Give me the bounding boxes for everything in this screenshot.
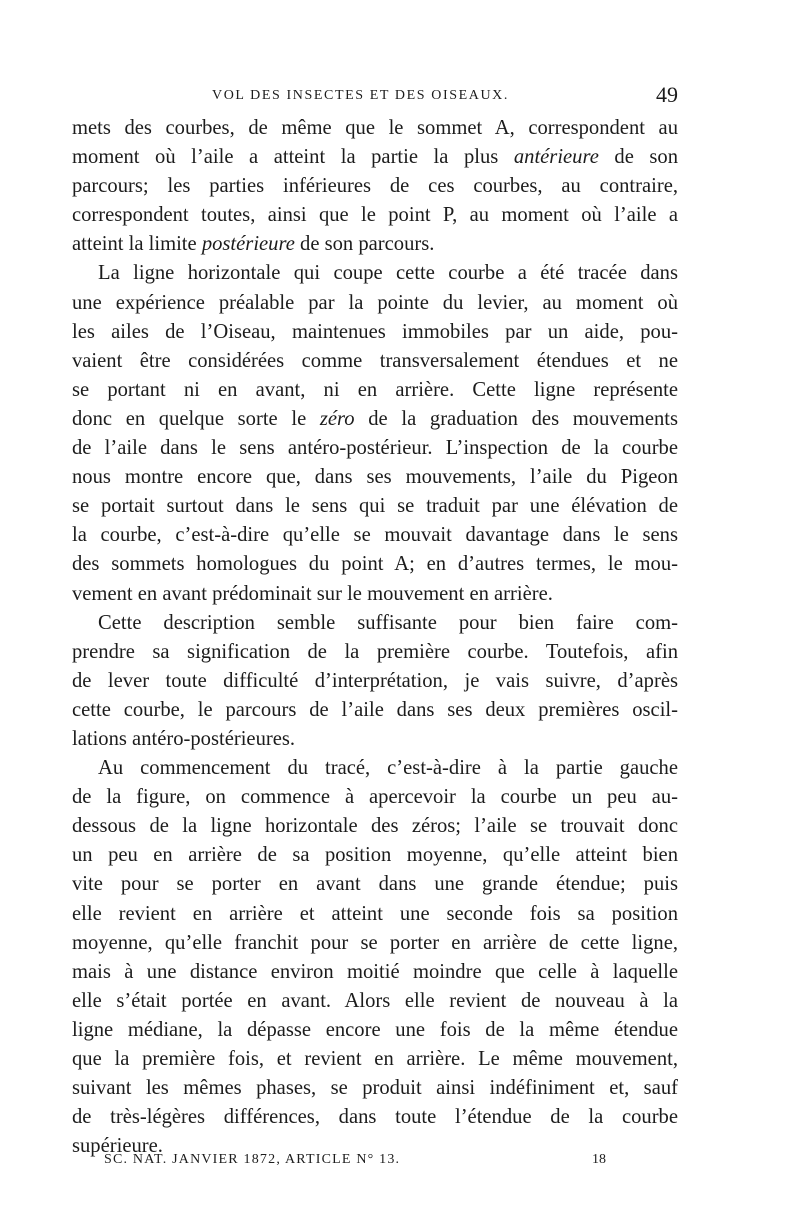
text-line: prendre sa signification de la première courbe. Toutefois, afin [72,640,678,663]
text-line: se portait surtout dans le sens qui se traduit par une élévation de [72,495,678,518]
text-line: les ailes de l’Oiseau, maintenues immobiles par un aide, pou- [72,320,678,343]
text-line: suivant les mêmes phases, se produit ainsi indéfiniment et, sauf [72,1077,678,1100]
text-line: de très-légères différences, dans toute l’étendue de la courbe [72,1106,678,1129]
text-line: parcours; les parties inférieures de ces courbes, au contraire, [72,175,678,198]
text-line: de la figure, on commence à apercevoir la courbe un peu au- [72,786,678,809]
text-run: de son parcours. [294,233,435,256]
text-line: de l’aile dans le sens antéro-postérieur. L’inspection de la courbe [72,437,678,460]
text-line: une expérience préalable par la pointe du levier, au moment où [72,291,678,314]
text-line [72,143,678,172]
text-line: elle revient en arrière et atteint une seconde fois sa position [72,902,678,925]
text-line: Cette description semble suffisante pour bien faire com- [98,611,678,634]
text-line: correspondent toutes, ainsi que le point P, au moment où l’aile a [72,204,678,227]
text-line: La ligne horizontale qui coupe cette courbe a été tracée dans [98,262,678,285]
text-run: donc en quelque sorte le [72,407,320,430]
paragraph-1 [72,114,678,259]
text-run: de la graduation des mouvements [354,407,678,430]
text-line: supérieure. [72,1135,163,1158]
text-line: lations antéro-postérieures. [72,727,296,750]
text-line: de lever toute difficulté d’interprétation, je vais suivre, d’après [72,669,678,692]
italic-term: postérieure [201,233,295,256]
text-line: que la première fois, et revient en arrière. Le même mouvement, [72,1048,678,1070]
running-header [72,82,678,114]
text-run: atteint la limite [72,233,202,256]
italic-term: zéro [319,407,355,430]
text-line: se portant ni en avant, ni en arrière. Cette ligne représente [72,378,678,401]
italic-term: antérieure [513,146,599,169]
text-line: ligne médiane, la dépasse encore une fois de la même étendue [72,1018,678,1041]
running-title: VOL DES INSECTES ET DES OISEAUX. [212,88,509,103]
text-line: vaient être considérées comme transversalement étendues et ne [72,349,678,372]
text-line: mets des courbes, de même que le sommet A, correspondent au [72,117,678,139]
text-line: des sommets homologues du point A; en d’autres termes, le mou- [72,553,678,576]
text-run: moment où l’aile a atteint la partie la plus [72,146,514,169]
text-line: dessous de la ligne horizontale des zéros; l’aile se trouvait donc [72,815,678,838]
paragraph-2 [72,259,678,608]
footer-signature: SC. NAT. JANVIER 1872, ARTICLE N° 13. [104,1152,401,1167]
paragraph-4 [72,754,678,1161]
body-text [72,114,678,1161]
text-line: la courbe, c’est-à-dire qu’elle se mouvait davantage dans le sens [72,524,678,547]
text-line: elle s’était portée en avant. Alors elle revient de nouveau à la [72,989,678,1012]
text-line: mais à une distance environ moitié moindre que celle à laquelle [72,960,678,983]
paragraph-3 [72,609,678,754]
sheet-number: 18 [592,1152,606,1167]
text-line: vite pour se porter en avant dans une grande étendue; puis [72,873,678,896]
text-run: de son [598,146,679,169]
text-line: vement en avant prédominait sur le mouvement en arrière. [72,582,553,605]
page-number: 49 [656,82,678,107]
text-line: cette courbe, le parcours de l’aile dans ses deux premières oscil- [72,698,678,721]
text-line: nous montre encore que, dans ses mouvements, l’aile du Pigeon [72,466,678,489]
text-line [72,405,678,434]
text-line: un peu en arrière de sa position moyenne, qu’elle atteint bien [72,844,678,867]
text-line [72,230,678,259]
text-line: Au commencement du tracé, c’est-à-dire à la partie gauche [98,757,678,780]
text-line: moyenne, qu’elle franchit pour se porter en arrière de cette ligne, [72,931,678,954]
page-footer [104,1152,624,1172]
